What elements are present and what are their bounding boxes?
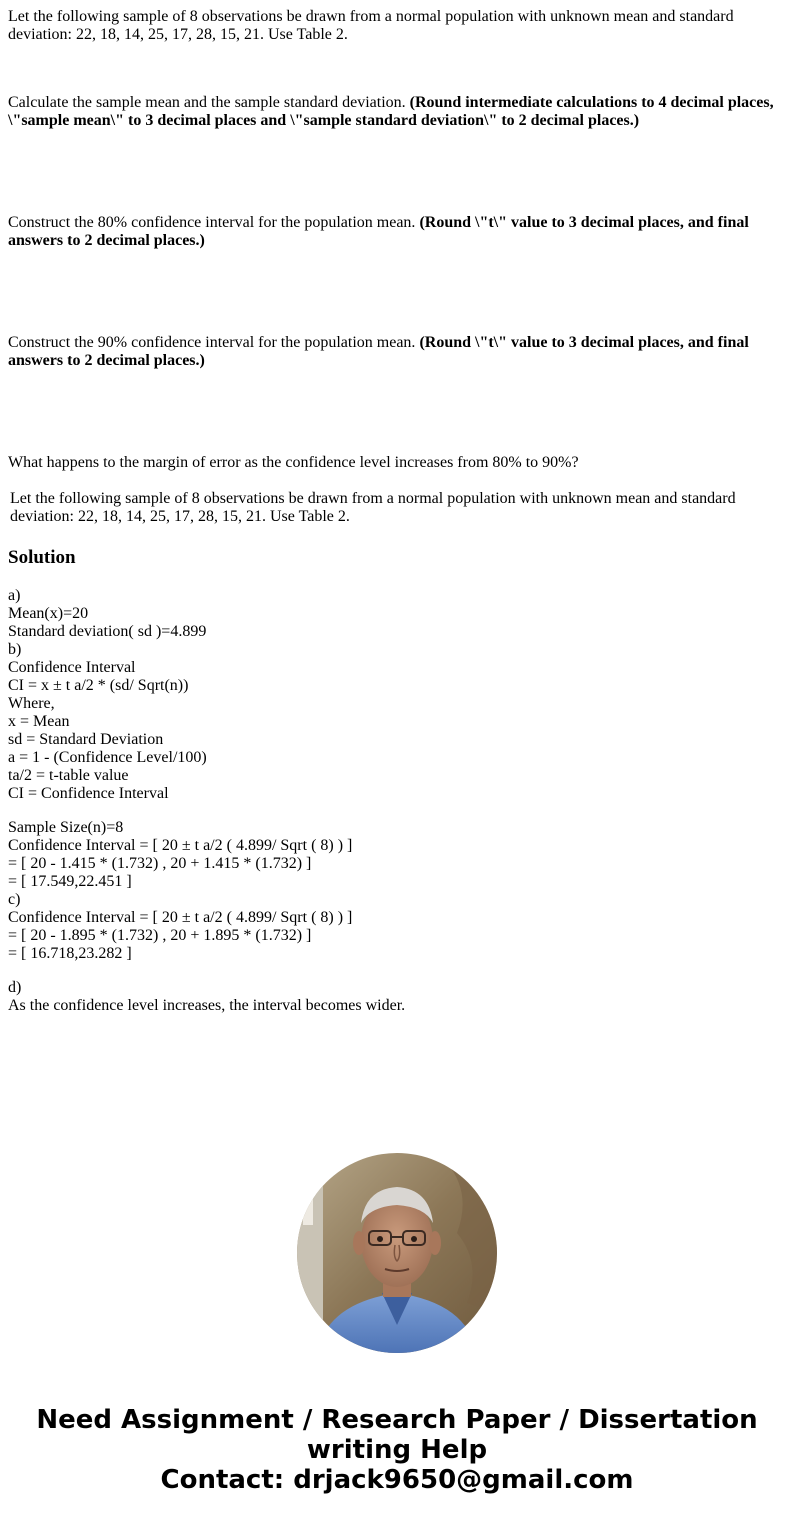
promo-contact: Contact: drjack9650@gmail.com (160, 1465, 634, 1495)
solution-line: a) (8, 587, 21, 604)
question-part-b-text: Construct the 80% confidence interval for the population mean. (8, 214, 420, 231)
solution-line: Standard deviation( sd )=4.899 (8, 623, 207, 640)
question-intro: Let the following sample of 8 observations be drawn from a normal population with unknown mean and standard deviation: 22, 18, 14, 25, 17, 28, 15, 21. Use Table 2. (8, 8, 734, 43)
question-part-a-text: Calculate the sample mean and the sample standard deviation. (8, 94, 410, 111)
solution-spacer (8, 803, 783, 819)
solution-line: c) (8, 891, 21, 908)
solution-heading: Solution (8, 547, 76, 568)
question-part-b (8, 214, 783, 250)
author-avatar (297, 1153, 497, 1353)
solution-line: As the confidence level increases, the interval becomes wider. (8, 997, 406, 1014)
solution-line: Mean(x)=20 (8, 605, 89, 622)
solution-line: b) (8, 641, 22, 658)
solution-line: x = Mean (8, 713, 70, 730)
solution-line: Where, (8, 695, 55, 712)
question-part-c-note: (Round \"t\" value to 3 decimal places, and final answers to 2 decimal places.) (8, 334, 749, 369)
solution-body (8, 587, 783, 1015)
solution-spacer (8, 963, 783, 979)
question-part-c-text: Construct the 90% confidence interval for the population mean. (8, 334, 420, 351)
question-part-d (8, 454, 783, 472)
solution-line: = [ 20 - 1.895 * (1.732) , 20 + 1.895 * (1.732) ] (8, 927, 312, 944)
question-part-d-text: What happens to the margin of error as the confidence level increases from 80% to 90%? (8, 454, 579, 471)
solution-line: ta/2 = t-table value (8, 767, 129, 784)
solution-line: Confidence Interval (8, 659, 136, 676)
question-part-c (8, 334, 783, 370)
solution-line: Confidence Interval = [ 20 ± t a/2 ( 4.899/ Sqrt ( 8) ) ] (8, 837, 353, 854)
question-part-a (8, 94, 783, 130)
solution-line: = [ 20 - 1.415 * (1.732) , 20 + 1.415 * (1.732) ] (8, 855, 312, 872)
question-part-b-note: (Round \"t\" value to 3 decimal places, and final answers to 2 decimal places.) (8, 214, 749, 249)
solution-line: = [ 16.718,23.282 ] (8, 945, 132, 962)
solution-line: CI = x ± t a/2 * (sd/ Sqrt(n)) (8, 677, 189, 694)
question-part-a-note: (Round intermediate calculations to 4 decimal places, \"sample mean\" to 3 decimal places and \"sample standard deviation\" to 2 decimal places.) (8, 94, 774, 129)
solution-line: sd = Standard Deviation (8, 731, 164, 748)
author-portrait-image (297, 1153, 497, 1353)
solution-line: a = 1 - (Confidence Level/100) (8, 749, 207, 766)
solution-line: d) (8, 979, 22, 996)
promo-line-1: Need Assignment / Research Paper / Dissertation (36, 1405, 758, 1435)
question-repeat: Let the following sample of 8 observations be drawn from a normal population with unknown mean and standard deviation: 22, 18, 14, 25, 17, 28, 15, 21. Use Table 2. (10, 490, 736, 525)
promo-line-2: writing Help (306, 1435, 488, 1465)
promo-footer (0, 1405, 794, 1495)
solution-line: = [ 17.549,22.451 ] (8, 873, 132, 890)
solution-line: CI = Confidence Interval (8, 785, 169, 802)
solution-line: Confidence Interval = [ 20 ± t a/2 ( 4.899/ Sqrt ( 8) ) ] (8, 909, 353, 926)
solution-line: Sample Size(n)=8 (8, 819, 124, 836)
